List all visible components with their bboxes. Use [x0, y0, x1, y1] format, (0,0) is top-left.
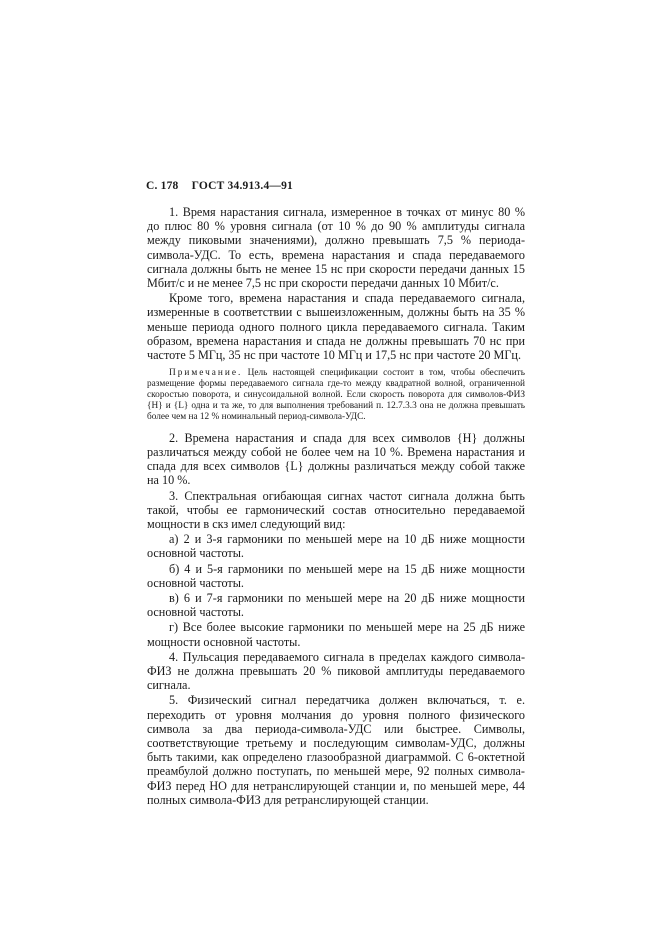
paragraph-5: 5. Физический сигнал передатчика должен включаться, т. е. переходить от уровня молчания до уровня полного физического символа за два периода-символа-УДС или быстрее. Символы, соответствующие третьему и последующим символам-УДС, должны быть такими, как определено глазообразной диаграммой. С 6-октетной преамбулой должно поступать, по меньшей мере, 92 полных символа-ФИЗ перед НО для нетранслирующей станции и, по меньшей мере, 44 полных символа-ФИЗ для ретранслирующей станции.	[147, 693, 525, 807]
page-header	[146, 180, 303, 192]
paragraph-2: 2. Времена нарастания и спада для всех символов {Н} должны различаться между собой не более чем на 10 %. Времена нарастания и спада для всех символов {L} должны различаться между собой также на 10 %.	[147, 430, 525, 488]
page-body	[147, 205, 525, 808]
note-lead: Примечание.	[169, 368, 243, 379]
item-c: в) 6 и 7-я гармоники по меньшей мере на 20 дБ ниже мощности основной частоты.	[147, 591, 525, 620]
paragraph-1-continued: Кроме того, времена нарастания и спада передаваемого сигнала, измеренные в соответствии с вышеизложенным, должны быть на 35 % меньше периода одного полного цикла передаваемого сигнала. Таким образом, времена нарастания и спада не должны превышать 70 нс при частоте 5 МГц, 35 нс при частоте 10 МГц и 17,5 нс при частоте 20 МГц.	[147, 291, 525, 363]
note	[147, 368, 525, 423]
paragraph-4: 4. Пульсация передаваемого сигнала в пределах каждого символа-ФИЗ не должна превышать 20 % пиковой амплитуды передаваемого сигнала.	[147, 649, 525, 693]
paragraph-3: 3. Спектральная огибающая сигнах частот сигнала должна быть такой, чтобы ее гармонический состав относительно передаваемой мощности в скз имел следующий вид:	[147, 488, 525, 531]
item-a: а) 2 и 3-я гармоники по меньшей мере на 10 дБ ниже мощности основной частоты.	[147, 532, 525, 561]
item-d: г) Все более высокие гармоники по меньшей мере на 25 дБ ниже мощности основной частоты.	[147, 620, 525, 649]
page-number: С. 178	[146, 180, 179, 192]
paragraph-1: 1. Время нарастания сигнала, измеренное в точках от минус 80 % до плюс 80 % уровня сигнала (от 10 % до 90 % амплитуды сигнала между пиковыми значениями), должно превышать 7,5 % периода-символа-УДС. То есть, времена нарастания и спада передаваемого сигнала должны быть не менее 15 нс при скорости передачи данных 15 Мбит/с и не менее 7,5 нс при скорости передачи данных 10 Мбит/с.	[147, 205, 525, 291]
standard-designation: ГОСТ 34.913.4—91	[191, 180, 294, 192]
note-text: Цель настоящей спецификации состоит в том, чтобы обеспечить размещение формы передаваемого сигнала где-то между квадратной волной, ограниченной скоростью поворота, и синусоидальной волной. Если скорость поворота для символов-ФИЗ {Н} и {L} одна и та же, то для выполнения требований п. 12.7.3.3 она не должна превышать более чем на 12 % номинальный период-символа-УДС.	[147, 368, 525, 422]
item-b: б) 4 и 5-я гармоники по меньшей мере на 15 дБ ниже мощности основной частоты.	[147, 561, 525, 590]
